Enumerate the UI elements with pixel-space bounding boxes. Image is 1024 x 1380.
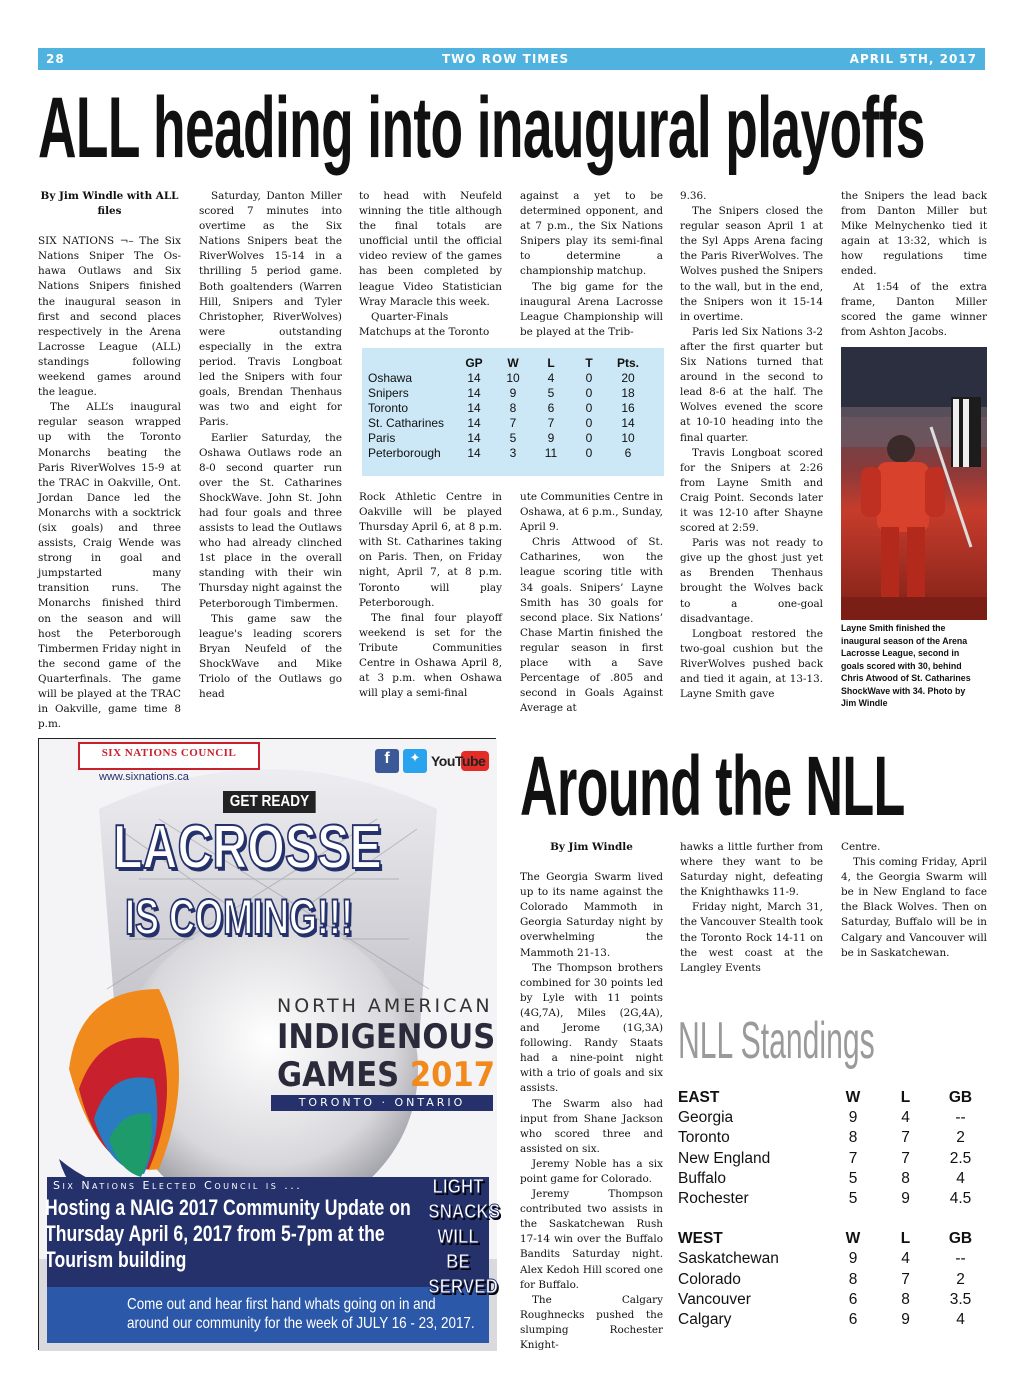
article-paragraph: Paris led Six Nations 3-2 after the first quarter but Six Nations turned that around in the second to lead 8-6 at the half. The Wolves evened the score at 10-10 heading into the final quarter.	[680, 325, 823, 444]
team-name: Calgary	[678, 1311, 732, 1329]
article-paragraph: Friday night, March 31, the Vancouver Stealth took the Toronto Rock 14-11 on the west coast at the Langley Events	[680, 901, 823, 974]
standings-row	[678, 1249, 988, 1269]
snacks-line: SERVED	[428, 1276, 498, 1298]
stat-value: 0	[585, 386, 593, 400]
article-paragraph: Saturday, Danton Miller scored 7 minutes into overtime as the Six Nations Snipers beat the RiverWolves 15-14 in a thrilling 5 period game. Both goaltenders (Warren Hill, Snipers and Tyler Christopher, RiverWolves) were outstanding especially in the extra period. Travis Longboat led the Snipers with four goals, Brendan Thenhaus was two and eight for Paris.	[199, 190, 342, 429]
header-w: W	[507, 356, 519, 370]
stat-value: 14	[467, 416, 481, 430]
article-byline: By Jim Windle with ALL files	[40, 190, 179, 218]
stat-value: 14	[467, 371, 481, 385]
stat-value: 9	[547, 431, 555, 445]
advertisement	[38, 738, 501, 1350]
header-l: L	[547, 356, 555, 370]
standings-row	[678, 1189, 988, 1209]
stat-value: 14	[467, 431, 481, 445]
article-paragraph: The Swarm also had input from Shane Jackson who scored three and assisted on six.	[520, 1097, 663, 1155]
stat-value: 16	[621, 401, 635, 415]
photo-caption: Layne Smith finished the inaugural season of the Arena Lacrosse League, second in goals scored with 30, behind Chris Atwood of St. Catharines ShockWave with 34. Photo by Jim Windle	[841, 623, 971, 709]
stat-value: 7	[901, 1149, 910, 1167]
article-paragraph: Jeremy Thompson contributed two assists in the Saskatchewan Rush 17-14 win over the Buffalo Bandits Saturday night. Alex Kedoh Hill scored one for Buffalo.	[520, 1188, 663, 1291]
stat-value: 9	[848, 1109, 858, 1127]
is-coming-title: IS COMING!!!	[125, 889, 353, 945]
article-column-3-top	[359, 189, 502, 341]
stat-value: 9	[509, 386, 517, 400]
stat-value: 0	[585, 446, 593, 460]
division-header-row	[678, 1088, 988, 1108]
youtube-label: YouTube	[431, 753, 486, 769]
come-out-message: Come out and hear first hand whats going on in and around our community for the week of JULY 16 - 23, 2017.	[127, 1296, 475, 1332]
stat-value: 6	[848, 1311, 858, 1329]
article-paragraph: Paris was not ready to give up the ghost just yet as Brenden Thenhaus brought the Wolves back to a one-goal disadvantage.	[680, 537, 823, 625]
stat-value: 20	[621, 371, 635, 385]
standings-row	[678, 1310, 988, 1330]
stat-value: 3.5	[949, 1290, 972, 1308]
standings-row	[678, 1169, 988, 1189]
stat-value: 14	[467, 386, 481, 400]
stat-value: 7	[509, 416, 517, 430]
standings-row	[678, 1128, 988, 1148]
article-paragraph: Centre.	[841, 841, 881, 853]
article-paragraph: The Thompson brothers combined for 30 points led by Lyle with 11 points (4G,7A), Miles (2G,4A), and Jerome (1G,3A) following. Randy Staats had a nine-point night with a trio of goals and six assists.	[520, 961, 663, 1095]
article-headline: ALL heading into inaugural playoffs	[38, 80, 925, 176]
standings-row	[678, 1108, 988, 1128]
stat-value: 10	[506, 371, 520, 385]
youtube-icon	[431, 753, 485, 769]
stat-value: --	[955, 1109, 966, 1127]
article-paragraph: The big game for the inaugural Arena Lacrosse League Championship will be played at the Trib-	[520, 280, 663, 338]
stat-value: 6	[848, 1290, 858, 1308]
snacks-line: WILL BE	[437, 1226, 479, 1273]
article-paragraph: Longboat restored the two-goal cushion but the RiverWolves pushed back and tied it again, at 13-13. Layne Smith gave	[680, 627, 823, 701]
division-header-row	[678, 1229, 988, 1249]
stat-value: 6	[624, 446, 632, 460]
stat-value: 8	[509, 401, 517, 415]
article-paragraph: The Georgia Swarm lived up to its name against the Colorado Mammoth in Georgia Saturday night by overwhelming the Mammoth 21-13.	[520, 871, 663, 959]
stat-value: 2	[956, 1270, 965, 1288]
naig-city: TORONTO · ONTARIO	[271, 1095, 493, 1111]
stat-value: W	[845, 1089, 861, 1106]
header-team	[368, 356, 454, 371]
stat-value: 4	[547, 371, 555, 385]
team-name: Toronto	[678, 1129, 730, 1147]
team-name: Vancouver	[678, 1290, 751, 1308]
article-paragraph: SIX NATIONS ¬– The Six Nations Sniper The Os-hawa Outlaws and Six Nations Snipers finished the inaugural season in first and second places respectively in the Arena Lacrosse League (ALL) standings following weekend games around the league.	[38, 235, 181, 399]
page-number: 28	[46, 52, 65, 66]
standings-row	[678, 1270, 988, 1290]
standings-row	[678, 1149, 988, 1169]
get-ready-label: GET READY	[223, 791, 316, 813]
stat-value: 0	[585, 401, 593, 415]
team-name: Toronto	[368, 401, 409, 415]
article-paragraph: The final four playoff weekend is set for the Tribute Communities Centre in Oshawa April 8, at 3 p.m. when Oshawa will play a semi-final	[359, 611, 502, 700]
article-column-6	[841, 189, 987, 341]
stat-value: 9	[901, 1190, 910, 1208]
stat-value: 4	[901, 1109, 910, 1127]
snacks-line: LIGHT	[432, 1176, 484, 1198]
stat-value: 8	[901, 1290, 910, 1308]
standings-row	[678, 1290, 988, 1310]
stat-value: 0	[585, 431, 593, 445]
standings-row	[368, 401, 648, 416]
stat-value: 7	[901, 1129, 910, 1147]
nll-byline: By Jim Windle	[550, 841, 633, 853]
standings-row	[368, 446, 648, 461]
stat-value: 8	[901, 1169, 910, 1187]
article-paragraph: Travis Longboat scored for the Snipers at 2:26 from Layne Smith and Craig Point. Seconds later it was 12-10 after Shayne scored at 2:59.	[680, 446, 823, 535]
facebook-icon: f	[384, 750, 390, 767]
stat-value: 5	[509, 431, 517, 445]
spacer-row	[678, 1209, 988, 1229]
header-bar	[38, 48, 985, 70]
stat-value: 8	[848, 1270, 858, 1288]
stat-value: 3	[509, 446, 517, 460]
article-paragraph: 9.36.	[680, 190, 707, 202]
nll-standings-title: NLL Standings	[678, 1012, 875, 1070]
snacks-line: SNACKS	[428, 1201, 501, 1223]
article-paragraph: This game saw the league's leading scorers Bryan Neufeld of the ShockWave and Mike Triolo of the Outlaws go head	[199, 612, 342, 701]
nll-column-1	[520, 840, 663, 1351]
stat-value: 0	[585, 371, 593, 385]
standings-row	[368, 416, 648, 431]
article-paragraph: Rock Athletic Centre in Oakville will be played Thursday April 6, at 8 p.m. with St. Catharines taking on Paris. Then, on Friday night, April 7, at 8 p.m. Toronto will play Peterborough.	[359, 491, 502, 609]
article-column-1	[38, 189, 181, 731]
article-paragraph: The Calgary Roughnecks pushed the slumping Rochester Knight-	[520, 1293, 663, 1351]
header-gp: GP	[465, 356, 483, 370]
naig-games: GAMES	[277, 1055, 400, 1095]
article-column-4-bottom	[520, 490, 663, 715]
header-t: T	[585, 356, 593, 370]
stat-value: 14	[467, 446, 481, 460]
stat-value: 5	[848, 1190, 858, 1208]
stat-value: 9	[901, 1311, 910, 1329]
article-paragraph: hawks a little further from where they want to be Saturday night, defeating the Knighthawks 11-9.	[680, 841, 823, 899]
stat-value: 4.5	[949, 1190, 972, 1208]
naig-line-1: NORTH AMERICAN	[277, 995, 493, 1017]
stat-value: 5	[547, 386, 555, 400]
stat-value: 2.5	[949, 1149, 972, 1167]
hosting-message: Hosting a NAIG 2017 Community Update on Thursday April 6, 2017 from 5-7pm at the Tourism building	[45, 1195, 411, 1272]
stat-value: 6	[547, 401, 555, 415]
division-name: WEST	[678, 1230, 723, 1248]
all-standings-table	[362, 348, 664, 476]
lacrosse-player-photo	[841, 347, 987, 620]
article-paragraph: Quarter-Finals Matchups at the Toronto	[359, 310, 490, 338]
article-paragraph: The ALL’s inaugural regular season wrapped up with the Toronto Monarchs beating the Paris RiverWolves 15-9 at the TRAC in Oakville, Ont. Jordan Dance led the Monarchs with a socktrick (six goals) and three assists, Craig Wende was strong in goal and jumpstarted many transition runs. The Monarchs finished third on the season and will host the Peterborough Timbermen Friday night in the second game of the Quarterfinals. The game will be played at the TRAC in Oakville, game time 8 p.m.	[38, 401, 181, 731]
team-name: Peterborough	[368, 446, 441, 460]
stat-value: 14	[621, 416, 635, 430]
article-column-4-top	[520, 189, 663, 341]
article-column-5	[680, 189, 823, 709]
snacks-callout	[428, 1175, 501, 1300]
article-paragraph: Jeremy Noble has a six point game for Colorado.	[520, 1157, 663, 1185]
stat-value: 10	[621, 431, 635, 445]
council-name: SIX NATIONS COUNCIL	[101, 747, 237, 759]
stat-value: L	[900, 1089, 911, 1106]
article-paragraph: the Snipers the lead back from Danton Miller but Mike Melnychenko tied it again at 13:32, which is how regulations time ended.	[841, 190, 987, 278]
article-paragraph: Earlier Saturday, the Oshawa Outlaws rode an 8-0 second quarter run over the St. Catharines ShockWave. John St. John had four goals and three assists to lead the Outlaws who had already clinched 1st place in the overall standing with their win Thursday night against the Peterborough Timbermen.	[199, 431, 342, 610]
standings-row	[368, 431, 648, 446]
standings-row	[368, 386, 648, 401]
stat-value: 2	[956, 1129, 965, 1147]
stat-value: 5	[848, 1169, 858, 1187]
issue-date: APRIL 5TH, 2017	[849, 52, 977, 66]
article-paragraph: This coming Friday, April 4, the Georgia Swarm will be in New England to face the Black Wolves. Then on Saturday, Buffalo will be in Calgary and Vancouver will be in Saskatchewan.	[841, 856, 987, 959]
stat-value: L	[900, 1230, 911, 1248]
council-website: www.sixnations.ca	[99, 771, 189, 783]
team-name: Georgia	[678, 1109, 734, 1127]
twitter-icon: ✦	[409, 751, 421, 766]
article-column-3-bottom	[359, 490, 502, 710]
team-name: Snipers	[368, 386, 409, 400]
stat-value: 8	[848, 1129, 858, 1147]
naig-line-2: INDIGENOUS	[277, 1017, 496, 1057]
article-paragraph: to head with Neufeld winning the title although the final totals are unofficial until the official video review of the games has been completed by league Video Statistician Wray Maracle this week.	[359, 190, 502, 308]
stat-value: 14	[467, 401, 481, 415]
lacrosse-title: LACROSSE	[113, 813, 382, 882]
standings-row	[368, 371, 648, 386]
stat-value: 0	[585, 416, 593, 430]
article-paragraph: Chris Attwood of St. Catharines, won the league scoring title with 34 goals. Snipers’ Layne Smith has 30 goals for second place. Six Nations’ Chase Martin finished the regular season in first place with a Save Percentage of .805 and second in Goals Against Average at	[520, 536, 663, 715]
stat-value: 4	[956, 1311, 965, 1329]
team-name: Colorado	[678, 1270, 741, 1288]
team-name: Oshawa	[368, 371, 413, 385]
team-name: New England	[678, 1149, 771, 1167]
article-paragraph: ute Communities Centre in Oshawa, at 6 p.m., Sunday, April 9.	[520, 491, 663, 534]
team-name: Rochester	[678, 1190, 749, 1208]
team-name: Saskatchewan	[678, 1250, 779, 1268]
stat-value: 7	[547, 416, 555, 430]
article-paragraph: against a yet to be determined opponent, and at 7 p.m., the Six Nations Snipers play its semi-final to determine a championship matchup.	[520, 190, 663, 278]
stat-value: 11	[544, 446, 558, 460]
standings-header-row	[368, 356, 648, 371]
nll-standings-table	[678, 1088, 988, 1330]
stat-value: W	[845, 1230, 861, 1248]
article-column-2	[199, 189, 342, 709]
article-paragraph: The Snipers closed the regular season April 1 at the Syl Apps Arena facing the Paris RiverWolves. The Wolves pushed the Snipers to the wall, but in the end, the Snipers won it 15-14 in overtime.	[680, 205, 823, 323]
stat-value: 4	[901, 1250, 910, 1268]
team-name: Buffalo	[678, 1169, 726, 1187]
stat-value: GB	[948, 1230, 973, 1248]
naig-line-3	[277, 1055, 495, 1095]
stat-value: --	[955, 1250, 966, 1268]
article-paragraph: At 1:54 of the extra frame, Danton Miller scored the game winner from Ashton Jacobs.	[841, 280, 987, 338]
stat-value: 7	[901, 1270, 910, 1288]
stat-value: 9	[848, 1250, 858, 1268]
nll-headline: Around the NLL	[520, 739, 905, 833]
team-name: St. Catharines	[368, 416, 445, 430]
paper-name: TWO ROW TIMES	[442, 52, 570, 66]
header-pts: Pts.	[616, 356, 639, 370]
nll-column-3	[841, 840, 987, 996]
naig-year: 2017	[409, 1055, 496, 1095]
stat-value: 7	[848, 1149, 858, 1167]
council-is-label: Six Nations Elected Council is ...	[53, 1179, 303, 1192]
nll-column-2	[680, 840, 823, 996]
team-name: Paris	[368, 431, 396, 445]
stat-value: 18	[621, 386, 635, 400]
stat-value: 4	[956, 1169, 965, 1187]
stat-value: GB	[948, 1089, 973, 1106]
division-name: EAST	[678, 1089, 720, 1106]
